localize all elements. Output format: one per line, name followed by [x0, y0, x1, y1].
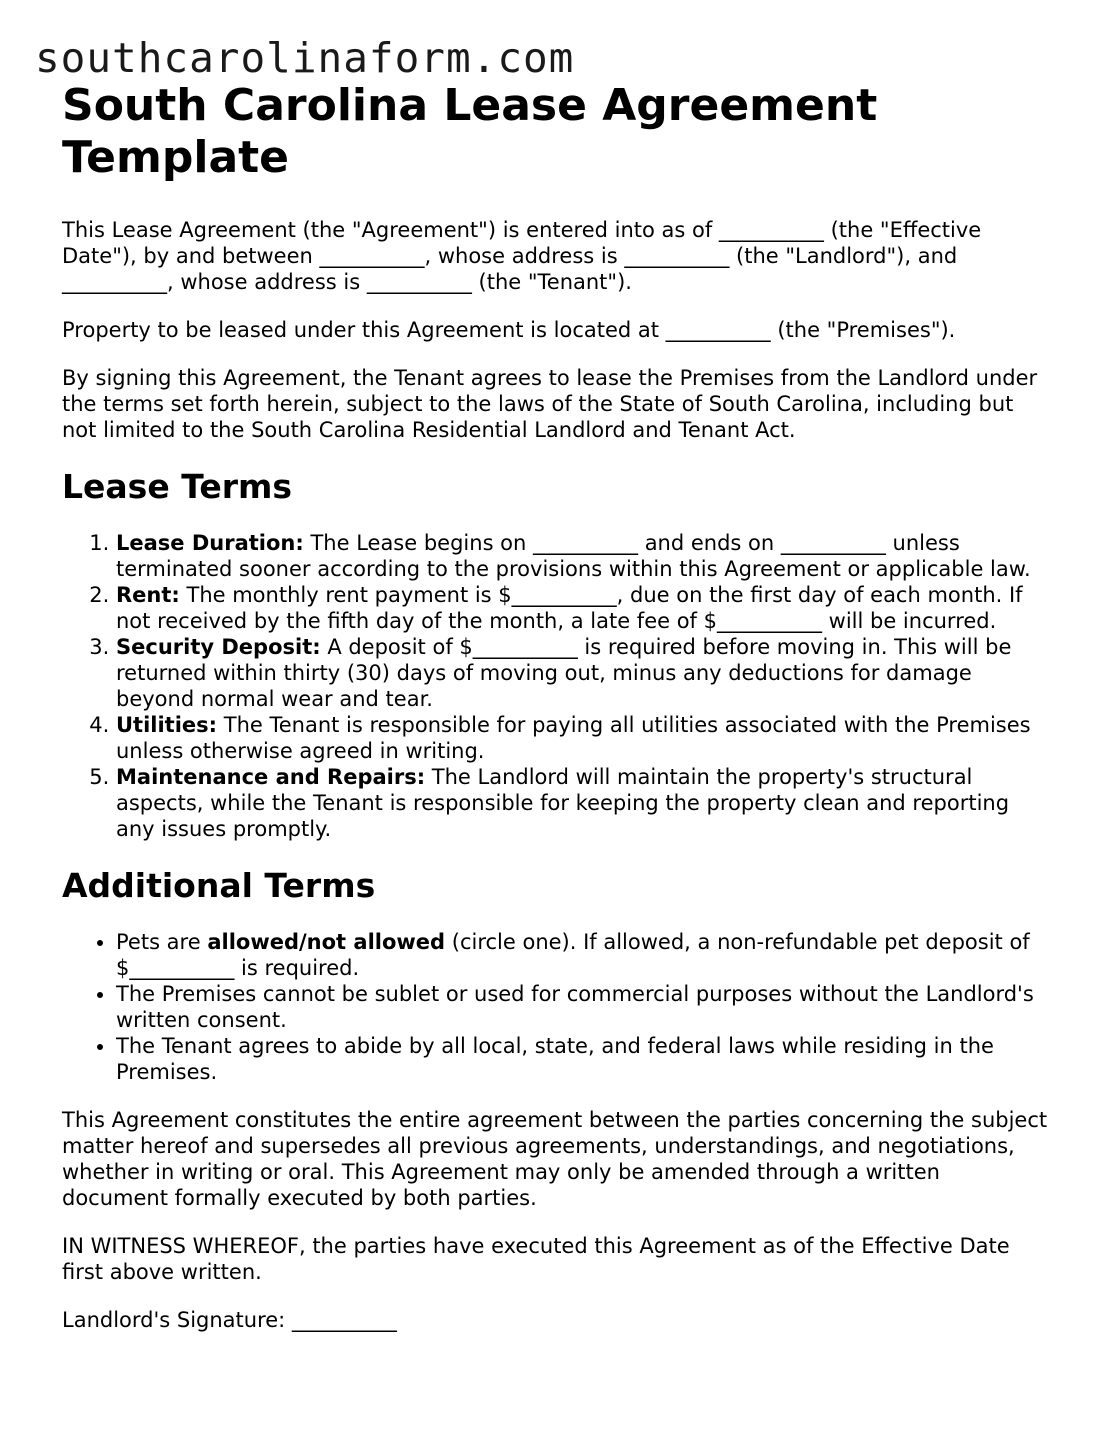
- list-item: [116, 712, 1052, 764]
- additional-terms-list: [62, 929, 1052, 1085]
- lease-document: [62, 80, 1052, 1333]
- list-item: [116, 634, 1052, 712]
- term-text: The Lease begins on __________ and ends on __________ unless terminated sooner according to the provisions within this Agreement or applicable law.: [116, 531, 1031, 581]
- term-label: Security Deposit:: [116, 635, 321, 659]
- pets-text-before: Pets are: [116, 930, 208, 954]
- site-watermark: southcarolinaform.com: [35, 34, 575, 82]
- property-paragraph: Property to be leased under this Agreement is located at __________ (the "Premises").: [62, 318, 956, 342]
- lease-terms-list: [62, 530, 1052, 842]
- witness-paragraph: IN WITNESS WHEREOF, the parties have executed this Agreement as of the Effective Date first above written.: [62, 1234, 1010, 1284]
- list-item: [116, 530, 1052, 582]
- list-item: [116, 764, 1052, 842]
- term-label: Utilities:: [116, 713, 218, 737]
- term-label: Rent:: [116, 583, 180, 607]
- additional-terms-heading: Additional Terms: [62, 866, 376, 905]
- entire-agreement-paragraph: This Agreement constitutes the entire agreement between the parties concerning the subject matter hereof and supersedes all previous agreements, understandings, and negotiations, whether in writing or oral. This Agreement may only be amended through a written document formally executed by both parties.: [62, 1108, 1048, 1210]
- term-text: The Tenant is responsible for paying all utilities associated with the Premises unless otherwise agreed in writing.: [116, 713, 1031, 763]
- list-item: • The Premises cannot be sublet or used for commercial purposes without the Landlord's written consent.: [116, 981, 1052, 1033]
- list-item: • The Tenant agrees to abide by all local, state, and federal laws while residing in the Premises.: [116, 1033, 1052, 1085]
- document-title: South Carolina Lease Agreement Template: [62, 80, 878, 183]
- lease-terms-heading: Lease Terms: [62, 467, 293, 506]
- signing-paragraph: By signing this Agreement, the Tenant agrees to lease the Premises from the Landlord under the terms set forth herein, subject to the laws of the State of South Carolina, including but not limited to the South Carolina Residential Landlord and Tenant Act.: [62, 366, 1038, 442]
- pets-text-after: (circle one). If allowed, a non-refundable pet deposit of $__________ is required.: [116, 930, 1030, 980]
- intro-paragraph: This Lease Agreement (the "Agreement") is entered into as of __________ (the "Effective Date"), by and between __________, whose address is __________ (the "Landlord"), and __________, whose address is __________ (the "Tenant").: [62, 218, 982, 294]
- pets-choice: allowed/not allowed: [207, 930, 446, 954]
- term-label: Lease Duration:: [116, 531, 304, 555]
- list-item: [116, 582, 1052, 634]
- term-text: A deposit of $__________ is required before moving in. This will be returned within thirty (30) days of moving out, minus any deductions for damage beyond normal wear and tear.: [116, 635, 1012, 711]
- term-text: The monthly rent payment is $__________, due on the first day of each month. If not received by the fifth day of the month, a late fee of $__________ will be incurred.: [116, 583, 1023, 633]
- landlord-signature-line: Landlord's Signature: __________: [62, 1308, 397, 1332]
- term-label: Maintenance and Repairs:: [116, 765, 426, 789]
- term-text: The Landlord will maintain the property's structural aspects, while the Tenant is responsible for keeping the property clean and reporting any issues promptly.: [116, 765, 1010, 841]
- list-item: [116, 929, 1052, 981]
